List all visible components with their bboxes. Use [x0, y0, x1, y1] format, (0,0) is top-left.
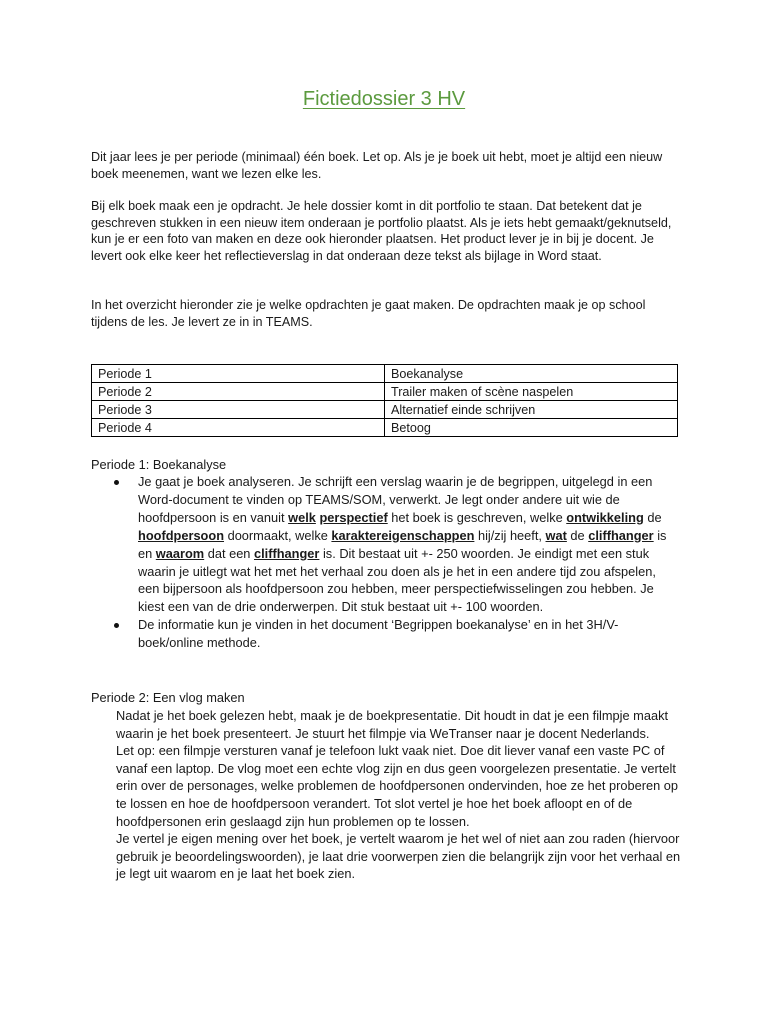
text-run: de: [643, 509, 662, 525]
text-run: is en: [138, 527, 667, 561]
bullet-list-period-1: [112, 473, 677, 652]
section-heading-period-1: Periode 1: Boekanalyse: [91, 457, 227, 472]
text-run: het boek is geschreven, welke: [387, 509, 567, 525]
period-cell: Periode 1: [92, 365, 385, 383]
keyword: perspectief: [319, 509, 388, 525]
list-item: [112, 473, 677, 616]
task-cell: Trailer maken of scène naspelen: [385, 383, 678, 401]
table-row: [92, 383, 678, 401]
task-cell: Betoog: [385, 419, 678, 437]
text-run: de: [566, 527, 589, 543]
text-run: doormaakt, welke: [224, 527, 332, 543]
table-row: [92, 401, 678, 419]
task-cell: Boekanalyse: [385, 365, 678, 383]
keyword: cliffhanger: [253, 545, 320, 561]
keyword: karaktereigenschappen: [331, 527, 475, 543]
period-2-text: [116, 707, 681, 883]
keyword: hoofdpersoon: [138, 527, 225, 543]
keyword: ontwikkeling: [566, 509, 644, 525]
intro-paragraph-2: Bij elk boek maak een je opdracht. Je hele dossier komt in dit portfolio te staan. Dat betekent dat je geschreven stukken in een nieuw item onderaan je portfolio plaatst. Als je iets hebt gemaakt/geknutseld, kun je er een foto van maken en deze ook hieronder plaatsen. Het product lever je in bij je docent. Je levert ook elke keer het reflectieverslag in dat onderaan deze tekst als bijlage in Word staat.: [91, 199, 672, 263]
text-run: hij/zij heeft,: [474, 527, 546, 543]
intro-paragraph-3: In het overzicht hieronder zie je welke opdrachten je gaat maken. De opdrachten maak je op school tijdens de les. Je levert ze in in TEAMS.: [91, 298, 646, 329]
list-item: [112, 616, 677, 652]
period-cell: Periode 4: [92, 419, 385, 437]
keyword: welk: [288, 509, 316, 525]
bullet-text: De informatie kun je vinden in het document ‘Begrippen boekanalyse’ en in het 3H/V-boek/online methode.: [138, 617, 619, 651]
table-row: [92, 419, 678, 437]
bullet-icon: [114, 480, 119, 485]
paragraph: Let op: een filmpje versturen vanaf je telefoon lukt vaak niet. Doe dit liever vanaf een vaste PC of vanaf een laptop. De vlog moet een echte vlog zijn en dus geen voorgelezen presentatie. Je vertelt erin over de personages, welke problemen de hoofdpersonen ondervinden, hoe ze het proberen op te lossen en hoe de hoofdpersoon verandert. Tot slot vertel je hoe het boek afloopt en of de hoofdpersonen erin geslaagd zijn hun problemen op te lossen.: [116, 743, 679, 829]
keyword: cliffhanger: [588, 527, 654, 543]
period-cell: Periode 3: [92, 401, 385, 419]
text-run: is. Dit bestaat uit +- 250 woorden. Je eindigt met een stuk waarin je uitlegt wat het met het verhaal zou doen als je het in een andere tijd zou afspelen, een bijpersoon als hoofdpersoon zou hebben, meer perspectiefwisselingen zou hebben. Je kiest een van de drie onderwerpen. Dit stuk bestaat uit +- 100 woorden.: [138, 545, 656, 615]
period-table: [91, 364, 678, 437]
text-run: dat een: [204, 545, 254, 561]
bullet-text: [138, 474, 666, 614]
paragraph: Nadat je het boek gelezen hebt, maak je de boekpresentatie. Dit houdt in dat je een filmpje maakt waarin je het boek presenteert. Je stuurt het filmpje via WeTranser naar je docent Nederlands.: [116, 708, 669, 741]
table-row: [92, 365, 678, 383]
period-cell: Periode 2: [92, 383, 385, 401]
intro-paragraph-1: Dit jaar lees je per periode (minimaal) één boek. Let op. Als je je boek uit hebt, moet je altijd een nieuw boek meenemen, want we lezen elke les.: [91, 150, 663, 181]
paragraph: Je vertel je eigen mening over het boek, je vertelt waarom je het wel of niet aan zou raden (hiervoor gebruik je beoordelingswoorden), je laat drie voorwerpen zien die belangrijk zijn voor het verhaal en je legt uit waarom en je laat het boek zien.: [116, 831, 681, 882]
document-title: Fictiedossier 3 HV: [302, 88, 466, 110]
keyword: wat: [545, 527, 567, 543]
bullet-icon: [114, 623, 119, 628]
section-heading-period-2: Periode 2: Een vlog maken: [91, 690, 245, 705]
task-cell: Alternatief einde schrijven: [385, 401, 678, 419]
text-run: Je gaat je boek analyseren. Je schrijft een verslag waarin je de begrippen, uitgelegd in een Word-document te vinden op TEAMS/SOM, verwerkt. Je legt onder andere uit wie de hoofdpersoon is en vanuit: [138, 474, 653, 525]
keyword: waarom: [155, 545, 205, 561]
